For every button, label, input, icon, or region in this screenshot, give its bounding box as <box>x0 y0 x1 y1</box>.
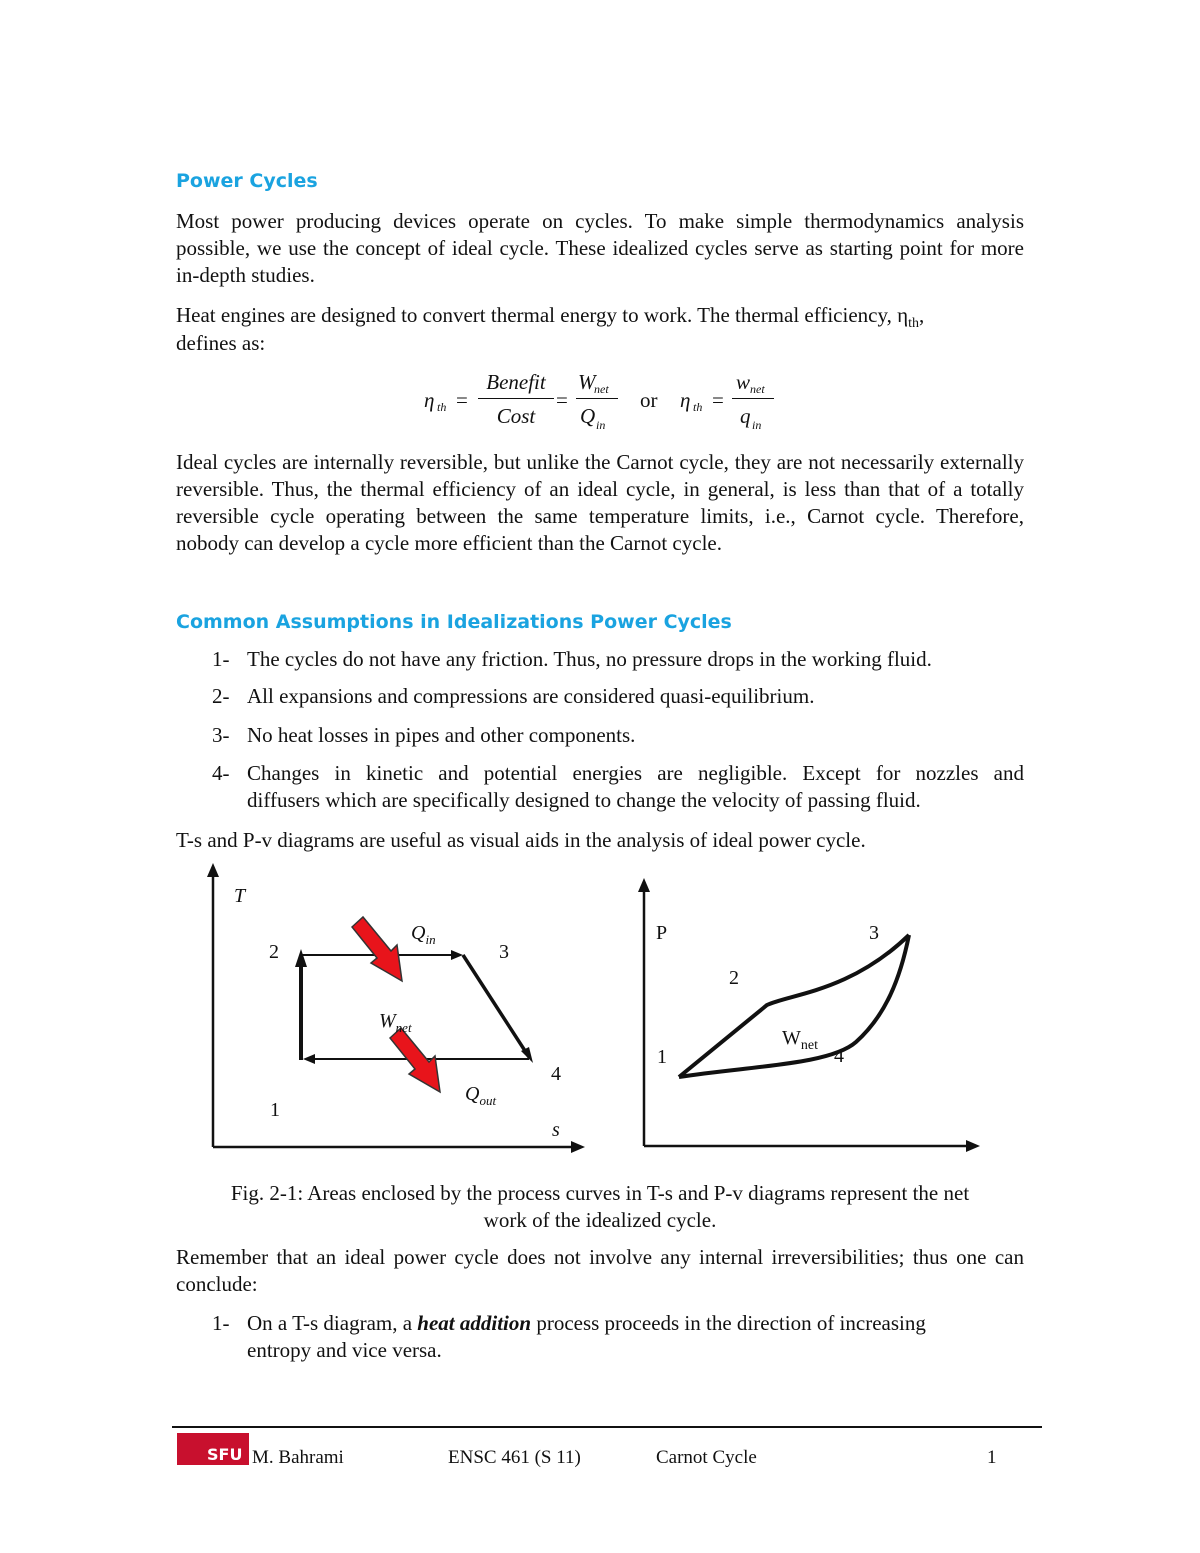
footer-author: M. Bahrami <box>252 1447 344 1468</box>
paragraph-ideal-cycles: Ideal cycles are internally reversible, but unlike the Carnot cycle, they are not necessarily externally reversible. Thus, the thermal efficiency of an ideal cycle, in general, is less than that of a totally reversible cycle operating between the same temperature limits, i.e., Carnot cycle. Therefore, nobody can develop a cycle more efficient than the Carnot cycle. <box>176 450 1024 555</box>
list-number: 1- <box>212 647 230 671</box>
section-title-assumptions: Common Assumptions in Idealizations Power Cycles <box>176 611 732 633</box>
ts-wnet-label: $W_{net}$ <box>379 1010 412 1035</box>
ts-point-1: 1 <box>270 1099 280 1121</box>
heat-in-arrow-icon <box>352 917 402 981</box>
paragraph-intro: Most power producing devices operate on cycles. To make simple thermodynamics analysis possible, we use the concept of ideal cycle. These idealized cycles serve as starting point for more in-depth studies. <box>176 209 1024 287</box>
pv-upper-curve <box>679 935 909 1077</box>
conclusion-item-cont: entropy and vice versa. <box>247 1338 442 1362</box>
eq-eta-1: η <box>424 388 435 412</box>
list-number: 4- <box>212 761 230 785</box>
ts-point-3: 3 <box>499 941 509 963</box>
eq-Q: Q <box>580 404 596 428</box>
paragraph-efficiency <box>176 302 1036 337</box>
eq-net-1: net <box>594 382 609 396</box>
eq-cost: Cost <box>496 404 536 428</box>
pv-point-1: 1 <box>657 1046 667 1068</box>
footer-page-number: 1 <box>987 1447 997 1468</box>
ts-process-3-4 <box>463 955 529 1057</box>
eq-in-2: in <box>752 418 762 432</box>
eq-W: W <box>578 370 596 394</box>
eq-th-1: th <box>437 400 447 414</box>
list-item-cont: diffusers which are specifically designed to change the velocity of passing fluid. <box>247 788 921 812</box>
sfu-logo: SFU <box>177 1433 249 1465</box>
ts-s-label: s <box>552 1119 560 1141</box>
eq-equals-1: = <box>456 388 468 412</box>
figure-caption-cont: work of the idealized cycle. <box>483 1208 717 1232</box>
eq-q: q <box>740 404 751 428</box>
pv-point-4: 4 <box>834 1045 844 1067</box>
list-number: 3- <box>212 723 230 747</box>
eq-in-1: in <box>596 418 606 432</box>
paragraph-diagrams: T-s and P-v diagrams are useful as visual aids in the analysis of ideal power cycle. <box>176 828 866 852</box>
pv-wnet-label: $W_{net}$ <box>782 1027 818 1053</box>
ts-qout-label: $Q_{out}$ <box>465 1083 497 1108</box>
eq-eta-2: η <box>680 388 691 412</box>
list-item: Changes in kinetic and potential energies are negligible. Except for nozzles and <box>247 761 1024 785</box>
efficiency-text: Heat engines are designed to convert thermal energy to work. The thermal efficiency, η <box>176 303 909 327</box>
list-number: 1- <box>212 1311 230 1335</box>
efficiency-subscript: th <box>908 316 919 332</box>
eq-equals-3: = <box>712 388 724 412</box>
ts-qin-label: $Q_{in}$ <box>411 922 436 947</box>
paragraph-conclusion: Remember that an ideal power cycle does not involve any internal irreversibilities; thus one can conclude: <box>176 1245 1024 1296</box>
figure-caption: Fig. 2-1: Areas enclosed by the process curves in T-s and P-v diagrams represent the net <box>230 1181 970 1205</box>
efficiency-comma: , <box>919 303 925 327</box>
eq-equals-2: = <box>556 388 568 412</box>
ts-point-2: 2 <box>269 941 279 963</box>
eq-w: w <box>736 370 751 394</box>
footer-rule <box>172 1426 1042 1428</box>
section-title-power-cycles: Power Cycles <box>176 170 318 192</box>
ts-point-4: 4 <box>551 1063 561 1085</box>
emphasis-heat-addition: heat addition <box>417 1311 532 1335</box>
eq-th-2: th <box>693 400 703 414</box>
efficiency-equation <box>420 368 800 438</box>
pv-diagram <box>630 870 990 1160</box>
list-number: 2- <box>212 684 230 708</box>
eq-or: or <box>640 388 658 412</box>
eq-benefit: Benefit <box>486 370 546 394</box>
conclusion-item: On a T-s diagram, a heat addition process proceeds in the direction of increasing <box>247 1311 926 1335</box>
eq-net-2: net <box>750 382 765 396</box>
paragraph-efficiency-cont: defines as: <box>176 331 266 355</box>
list-item: The cycles do not have any friction. Thus, no pressure drops in the working fluid. <box>247 647 932 671</box>
pv-lower-curve <box>679 935 909 1077</box>
pv-point-2: 2 <box>729 967 739 989</box>
list-item: All expansions and compressions are considered quasi-equilibrium. <box>247 684 815 708</box>
footer-topic: Carnot Cycle <box>656 1447 757 1468</box>
pv-P-label: P <box>656 922 668 944</box>
footer-course: ENSC 461 (S 11) <box>448 1447 581 1468</box>
ts-T-label: T <box>234 885 246 907</box>
pv-point-3: 3 <box>869 922 879 944</box>
list-item: No heat losses in pipes and other components. <box>247 723 636 747</box>
